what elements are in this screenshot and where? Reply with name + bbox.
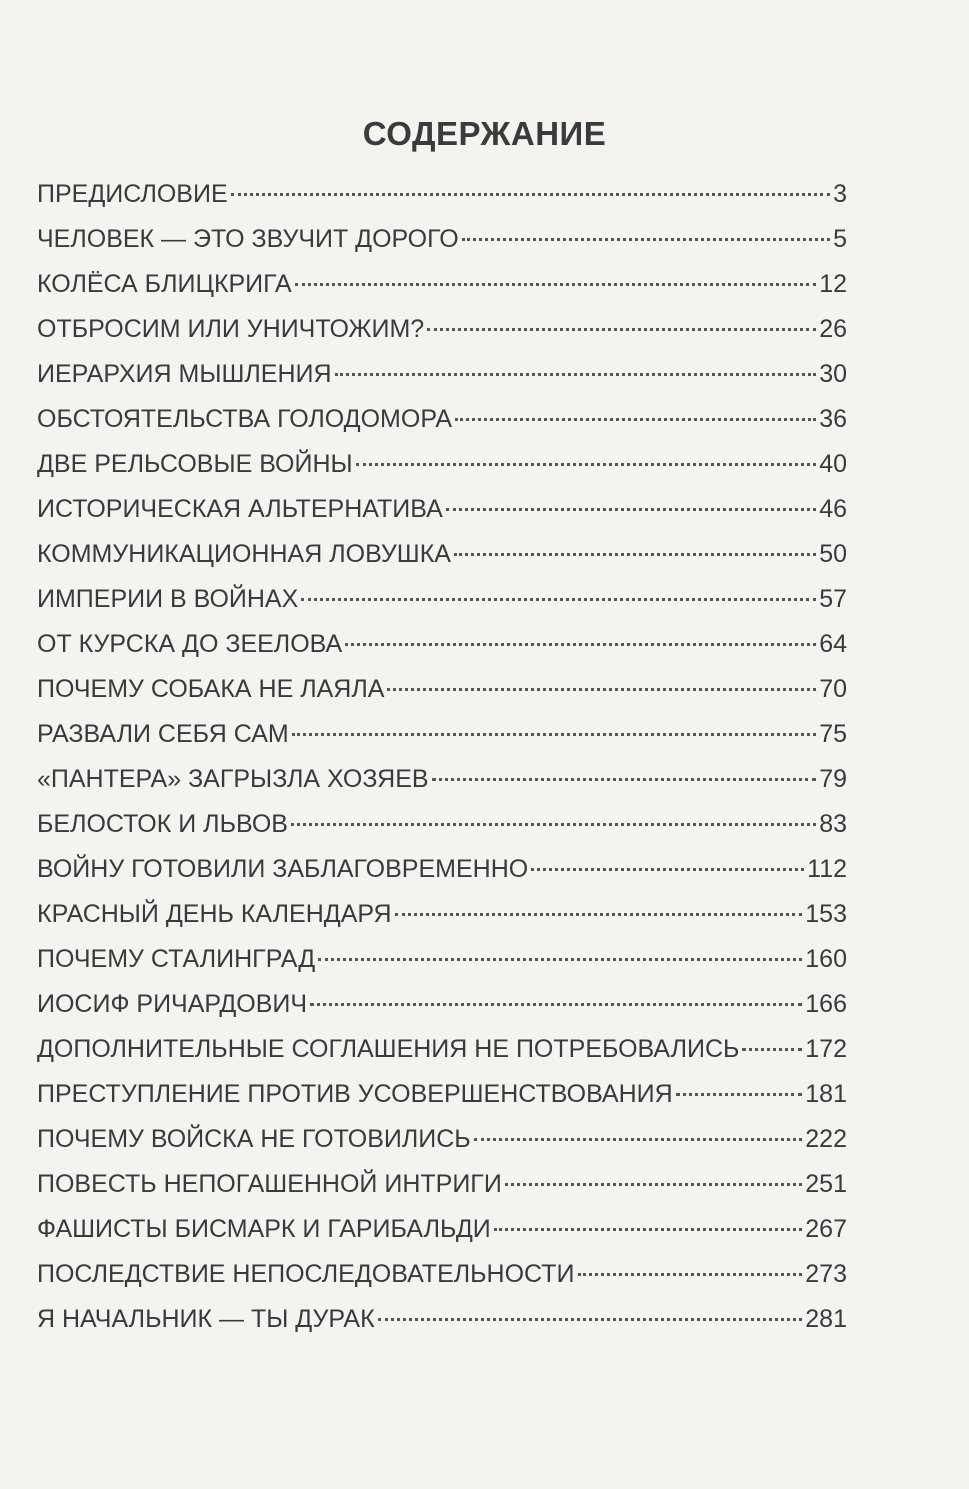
toc-entry-title: ОТ КУРСКА ДО ЗЕЕЛОВА [37, 630, 343, 658]
toc-entry-title: ОТБРОСИМ ИЛИ УНИЧТОЖИМ? [37, 315, 425, 343]
dot-leader [310, 1003, 802, 1006]
toc-entry-page: 36 [819, 405, 847, 433]
table-of-contents [37, 172, 847, 1342]
toc-entry-page: 153 [805, 900, 847, 928]
toc-entry-title: РАЗВАЛИ СЕБЯ САМ [37, 720, 289, 748]
toc-entry [37, 1162, 847, 1207]
toc-entry-title: КОЛЁСА БЛИЦКРИГА [37, 270, 292, 298]
dot-leader [301, 598, 816, 601]
toc-entry-page: 12 [819, 270, 847, 298]
toc-entry-page: 40 [819, 450, 847, 478]
dot-leader [291, 823, 816, 826]
toc-entry-page: 160 [805, 945, 847, 973]
toc-entry-title: ИЕРАРХИЯ МЫШЛЕНИЯ [37, 360, 332, 388]
toc-entry [37, 847, 847, 892]
toc-entry-page: 75 [819, 720, 847, 748]
toc-entry [37, 1252, 847, 1297]
toc-entry-title: Я НАЧАЛЬНИК — ТЫ ДУРАК [37, 1305, 375, 1333]
dot-leader [474, 1138, 803, 1141]
toc-entry [37, 172, 847, 217]
toc-entry-title: ИМПЕРИИ В ВОЙНАХ [37, 585, 299, 613]
dot-leader [345, 643, 816, 646]
toc-entry-title: ПОЧЕМУ СОБАКА НЕ ЛАЯЛА [37, 675, 385, 703]
toc-entry-title: ИСТОРИЧЕСКАЯ АЛЬТЕРНАТИВА [37, 495, 443, 523]
toc-entry [37, 1117, 847, 1162]
dot-leader [231, 193, 830, 196]
dot-leader [454, 553, 816, 556]
toc-entry [37, 307, 847, 352]
toc-entry [37, 712, 847, 757]
toc-entry-title: ПОЧЕМУ ВОЙСКА НЕ ГОТОВИЛИСЬ [37, 1125, 471, 1153]
toc-entry-page: 46 [819, 495, 847, 523]
dot-leader [356, 463, 817, 466]
toc-entry-page: 64 [819, 630, 847, 658]
dot-leader [318, 958, 802, 961]
dot-leader [531, 868, 804, 871]
toc-entry-page: 70 [819, 675, 847, 703]
toc-entry [37, 802, 847, 847]
toc-entry-page: 83 [819, 810, 847, 838]
toc-entry-title: ВОЙНУ ГОТОВИЛИ ЗАБЛАГОВРЕМЕННО [37, 855, 529, 883]
dot-leader [432, 778, 817, 781]
toc-entry-title: ЧЕЛОВЕК — ЭТО ЗВУЧИТ ДОРОГО [37, 225, 459, 253]
toc-entry [37, 1027, 847, 1072]
toc-entry-title: ПОСЛЕДСТВИЕ НЕПОСЛЕДОВАТЕЛЬНОСТИ [37, 1260, 575, 1288]
toc-entry-page: 79 [819, 765, 847, 793]
dot-leader [335, 373, 817, 376]
toc-entry [37, 352, 847, 397]
toc-entry-page: 3 [833, 180, 847, 208]
toc-entry-page: 172 [805, 1035, 847, 1063]
toc-entry [37, 1072, 847, 1117]
toc-entry-page: 50 [819, 540, 847, 568]
toc-entry-page: 5 [833, 225, 847, 253]
toc-entry-title: «ПАНТЕРА» ЗАГРЫЗЛА ХОЗЯЕВ [37, 765, 429, 793]
toc-entry [37, 1297, 847, 1342]
toc-entry-page: 267 [805, 1215, 847, 1243]
dot-leader [455, 418, 816, 421]
toc-entry-title: ПРЕСТУПЛЕНИЕ ПРОТИВ УСОВЕРШЕНСТВОВАНИЯ [37, 1080, 673, 1108]
toc-entry [37, 892, 847, 937]
dot-leader [446, 508, 816, 511]
toc-entry [37, 217, 847, 262]
toc-entry [37, 757, 847, 802]
toc-entry [37, 982, 847, 1027]
toc-entry-page: 30 [819, 360, 847, 388]
toc-entry [37, 397, 847, 442]
toc-entry-title: ОБСТОЯТЕЛЬСТВА ГОЛОДОМОРА [37, 405, 452, 433]
toc-entry [37, 262, 847, 307]
toc-entry [37, 937, 847, 982]
toc-entry [37, 622, 847, 667]
toc-entry-title: КРАСНЫЙ ДЕНЬ КАЛЕНДАРЯ [37, 900, 392, 928]
toc-entry-title: ПРЕДИСЛОВИЕ [37, 180, 228, 208]
toc-entry-title: ПОВЕСТЬ НЕПОГАШЕННОЙ ИНТРИГИ [37, 1170, 502, 1198]
toc-entry-page: 222 [805, 1125, 847, 1153]
toc-entry-page: 181 [805, 1080, 847, 1108]
dot-leader [505, 1183, 802, 1186]
dot-leader [387, 688, 816, 691]
toc-entry [37, 667, 847, 712]
dot-leader [676, 1093, 803, 1096]
toc-entry [37, 442, 847, 487]
dot-leader [742, 1048, 802, 1051]
toc-entry-title: ФАШИСТЫ БИСМАРК И ГАРИБАЛЬДИ [37, 1215, 491, 1243]
dot-leader [292, 733, 816, 736]
dot-leader [295, 283, 817, 286]
toc-entry [37, 487, 847, 532]
toc-entry-page: 166 [805, 990, 847, 1018]
dot-leader [378, 1318, 803, 1321]
dot-leader [427, 328, 816, 331]
toc-entry-page: 112 [807, 855, 847, 883]
page-title: СОДЕРЖАНИЕ [362, 115, 607, 152]
dot-leader [462, 238, 830, 241]
toc-entry-title: ДОПОЛНИТЕЛЬНЫЕ СОГЛАШЕНИЯ НЕ ПОТРЕБОВАЛИСЬ [37, 1035, 740, 1063]
toc-entry [37, 1207, 847, 1252]
dot-leader [494, 1228, 803, 1231]
toc-entry-title: ПОЧЕМУ СТАЛИНГРАД [37, 945, 316, 973]
toc-entry-page: 26 [819, 315, 847, 343]
toc-entry-title: БЕЛОСТОК И ЛЬВОВ [37, 810, 288, 838]
dot-leader [578, 1273, 803, 1276]
toc-entry-title: КОММУНИКАЦИОННАЯ ЛОВУШКА [37, 540, 451, 568]
toc-entry [37, 532, 847, 577]
toc-entry-page: 273 [805, 1260, 847, 1288]
toc-entry-page: 251 [805, 1170, 847, 1198]
toc-entry-page: 281 [805, 1305, 847, 1333]
toc-entry-title: ДВЕ РЕЛЬСОВЫЕ ВОЙНЫ [37, 450, 353, 478]
toc-entry [37, 577, 847, 622]
toc-entry-page: 57 [819, 585, 847, 613]
dot-leader [395, 913, 803, 916]
toc-entry-title: ИОСИФ РИЧАРДОВИЧ [37, 990, 308, 1018]
